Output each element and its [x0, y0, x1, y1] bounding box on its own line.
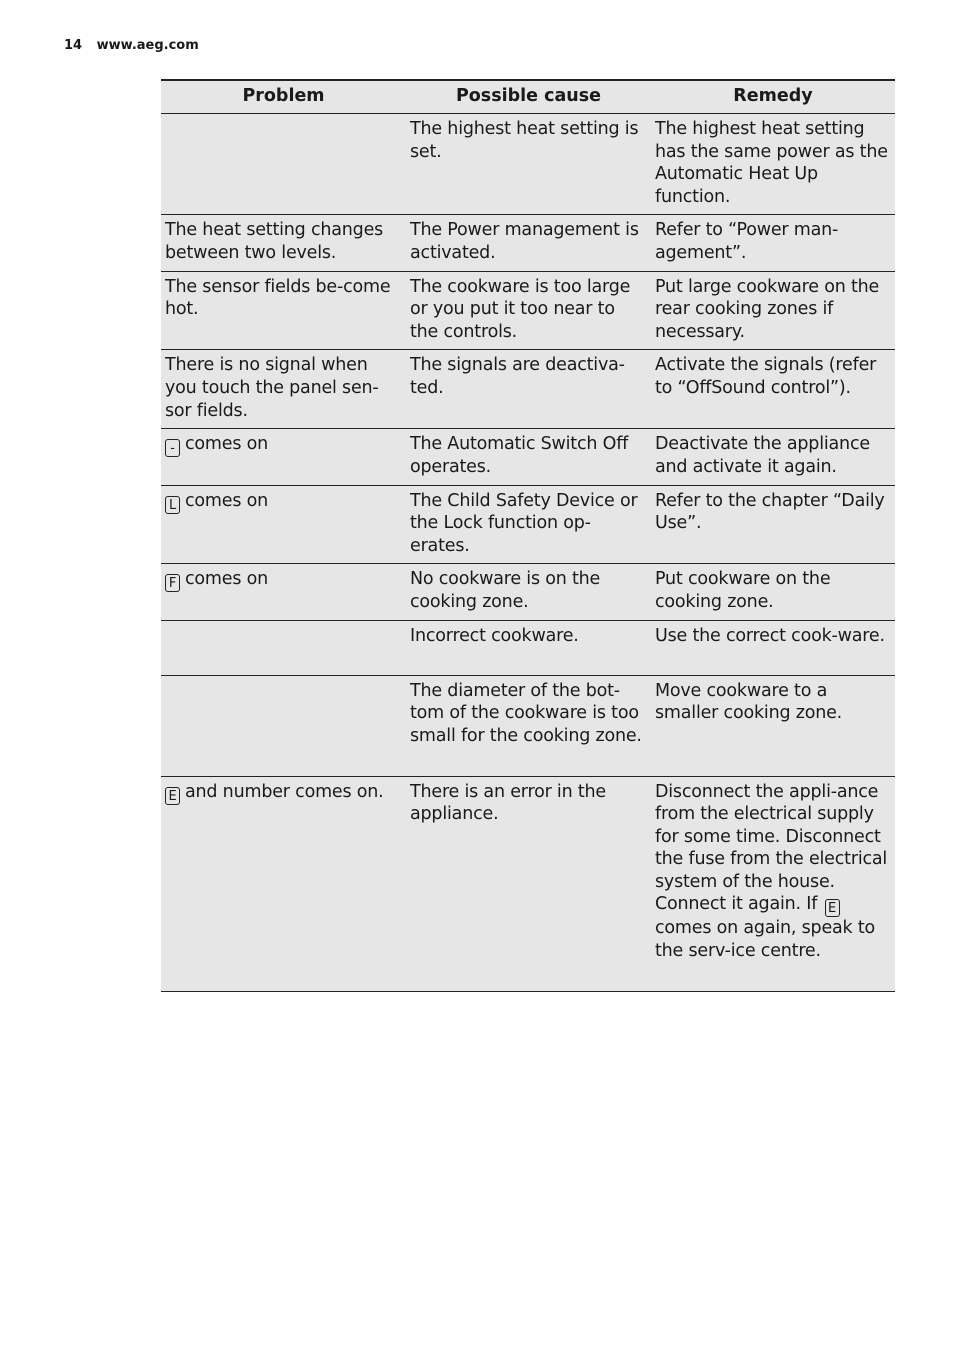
cause-cell: The Automatic Switch Off operates. — [406, 429, 651, 485]
problem-cell: The sensor fields be-come hot. — [161, 271, 406, 350]
problem-text: comes on — [185, 434, 269, 455]
problem-cell — [161, 564, 406, 620]
cause-cell: The signals are deactiva-ted. — [406, 350, 651, 429]
problem-cell — [161, 429, 406, 485]
problem-cell: There is no signal when you touch the panel sen-sor fields. — [161, 350, 406, 429]
remedy-text-before: Disconnect the appli-ance from the electrical supply for some time. Disconnect the fuse from the electrical system of the house. Connect it again. If — [655, 781, 888, 915]
remedy-cell: Refer to “Power man-agement”. — [651, 215, 895, 271]
remedy-text-after: comes on again, speak to the serv-ice centre. — [655, 918, 875, 962]
table-row — [161, 350, 895, 429]
display-symbol: - — [165, 439, 180, 457]
table-row — [161, 215, 895, 271]
cause-cell: The diameter of the bot-tom of the cookware is too small for the cooking zone. — [406, 675, 651, 776]
remedy-cell: The highest heat setting has the same power as the Automatic Heat Up function. — [651, 114, 895, 215]
table-row — [161, 271, 895, 350]
page-number: 14 — [64, 38, 83, 53]
page-header — [64, 38, 199, 53]
site-url: www.aeg.com — [96, 38, 199, 53]
table-row — [161, 114, 895, 215]
table-row — [161, 620, 895, 675]
remedy-cell: Move cookware to a smaller cooking zone. — [651, 675, 895, 776]
problem-cell — [161, 620, 406, 675]
table-row — [161, 564, 895, 620]
cause-cell: There is an error in the appliance. — [406, 776, 651, 991]
problem-cell — [161, 114, 406, 215]
problem-text: and number comes on. — [185, 781, 384, 802]
remedy-cell: Deactivate the appliance and activate it again. — [651, 429, 895, 485]
table-row — [161, 675, 895, 776]
cause-cell: The Child Safety Device or the Lock function op-erates. — [406, 485, 651, 564]
troubleshooting-table — [161, 79, 895, 992]
problem-text: comes on — [185, 569, 269, 590]
remedy-cell: Use the correct cook-ware. — [651, 620, 895, 675]
table-row — [161, 485, 895, 564]
remedy-cell — [651, 776, 895, 991]
problem-cell — [161, 675, 406, 776]
cause-cell: Incorrect cookware. — [406, 620, 651, 675]
display-symbol: E — [165, 787, 180, 805]
problem-cell — [161, 485, 406, 564]
remedy-cell: Put cookware on the cooking zone. — [651, 564, 895, 620]
display-symbol: L — [165, 496, 180, 514]
remedy-cell: Put large cookware on the rear cooking zones if necessary. — [651, 271, 895, 350]
cause-cell: The Power management is activated. — [406, 215, 651, 271]
display-symbol: F — [165, 574, 180, 592]
cause-cell: The highest heat setting is set. — [406, 114, 651, 215]
header-problem: Problem — [161, 80, 406, 114]
display-symbol: E — [825, 899, 840, 917]
problem-cell: The heat setting changes between two levels. — [161, 215, 406, 271]
problem-text: comes on — [185, 490, 269, 511]
table-row — [161, 429, 895, 485]
header-possible-cause: Possible cause — [406, 80, 651, 114]
problem-cell — [161, 776, 406, 991]
table-row — [161, 776, 895, 991]
header-remedy: Remedy — [651, 80, 895, 114]
remedy-cell: Refer to the chapter “Daily Use”. — [651, 485, 895, 564]
cause-cell: No cookware is on the cooking zone. — [406, 564, 651, 620]
remedy-cell: Activate the signals (refer to “OffSound control”). — [651, 350, 895, 429]
cause-cell: The cookware is too large or you put it too near to the controls. — [406, 271, 651, 350]
table-header-row — [161, 80, 895, 114]
